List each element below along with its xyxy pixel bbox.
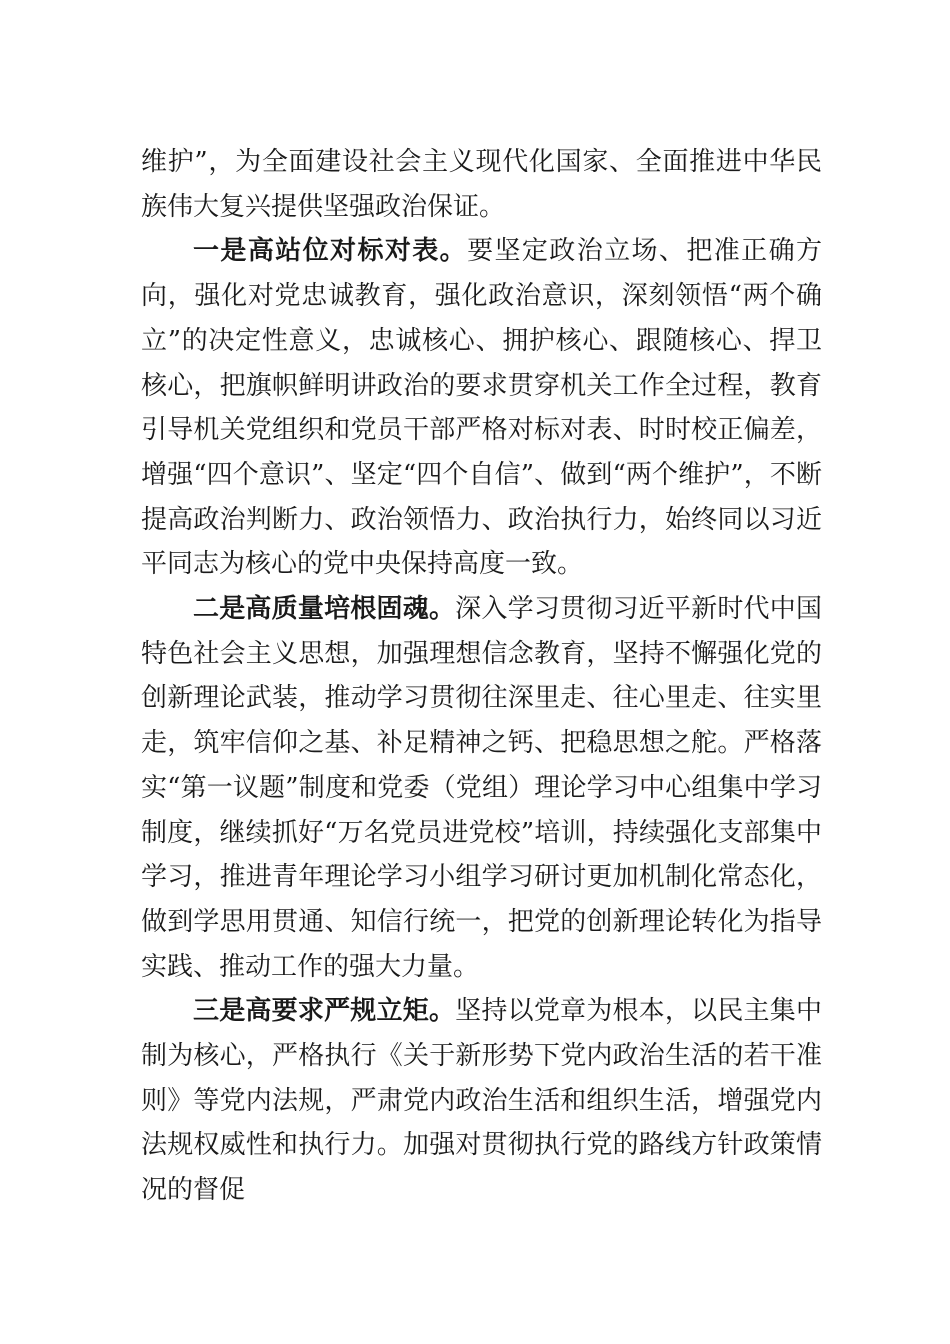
paragraph-point-2 <box>141 587 822 989</box>
paragraph-text: 坚持以党章为根本，以民主集中制为核心，严格执行《关于新形势下党内政治生活的若干准则》等党内法规，严肃党内政治生活和组织生活，增强党内法规权威性和执行力。加强对贯彻执行党的路线方针政策情况的督促 <box>141 996 822 1206</box>
paragraph-text: 深入学习贯彻习近平新时代中国特色社会主义思想，加强理想信念教育，坚持不懈强化党的创新理论武装，推动学习贯彻往深里走、往心里走、往实里走，筑牢信仰之基、补足精神之钙、把稳思想之舵。严格落实“第一议题”制度和党委（党组）理论学习中心组集中学习制度，继续抓好“万名党员进党校”培训，持续强化支部集中学习，推进青年理论学习小组学习研讨更加机制化常态化，做到学思用贯通、知信行统一，把党的创新理论转化为指导实践、推动工作的强大力量。 <box>141 594 822 982</box>
paragraph-lead: 一是高站位对标对表。 <box>193 236 468 267</box>
paragraph-point-3 <box>141 989 822 1213</box>
paragraph-text: 维护”，为全面建设社会主义现代化国家、全面推进中华民族伟大复兴提供坚强政治保证。 <box>141 147 822 222</box>
paragraph-lead: 二是高质量培根固魂。 <box>193 594 456 625</box>
paragraph-continuation <box>141 140 822 229</box>
paragraph-lead: 三是高要求严规立矩。 <box>193 996 456 1027</box>
paragraph-point-1 <box>141 229 822 587</box>
paragraph-text: 要坚定政治立场、把准正确方向，强化对党忠诚教育，强化政治意识，深刻领悟“两个确立”的决定性意义，忠诚核心、拥护核心、跟随核心、捍卫核心，把旗帜鲜明讲政治的要求贯穿机关工作全过程，教育引导机关党组织和党员干部严格对标对表、时时校正偏差，增强“四个意识”、坚定“四个自信”、做到“两个维护”，不断提高政治判断力、政治领悟力、政治执行力，始终同以习近平同志为核心的党中央保持高度一致。 <box>141 236 822 580</box>
document-body <box>141 140 822 1213</box>
